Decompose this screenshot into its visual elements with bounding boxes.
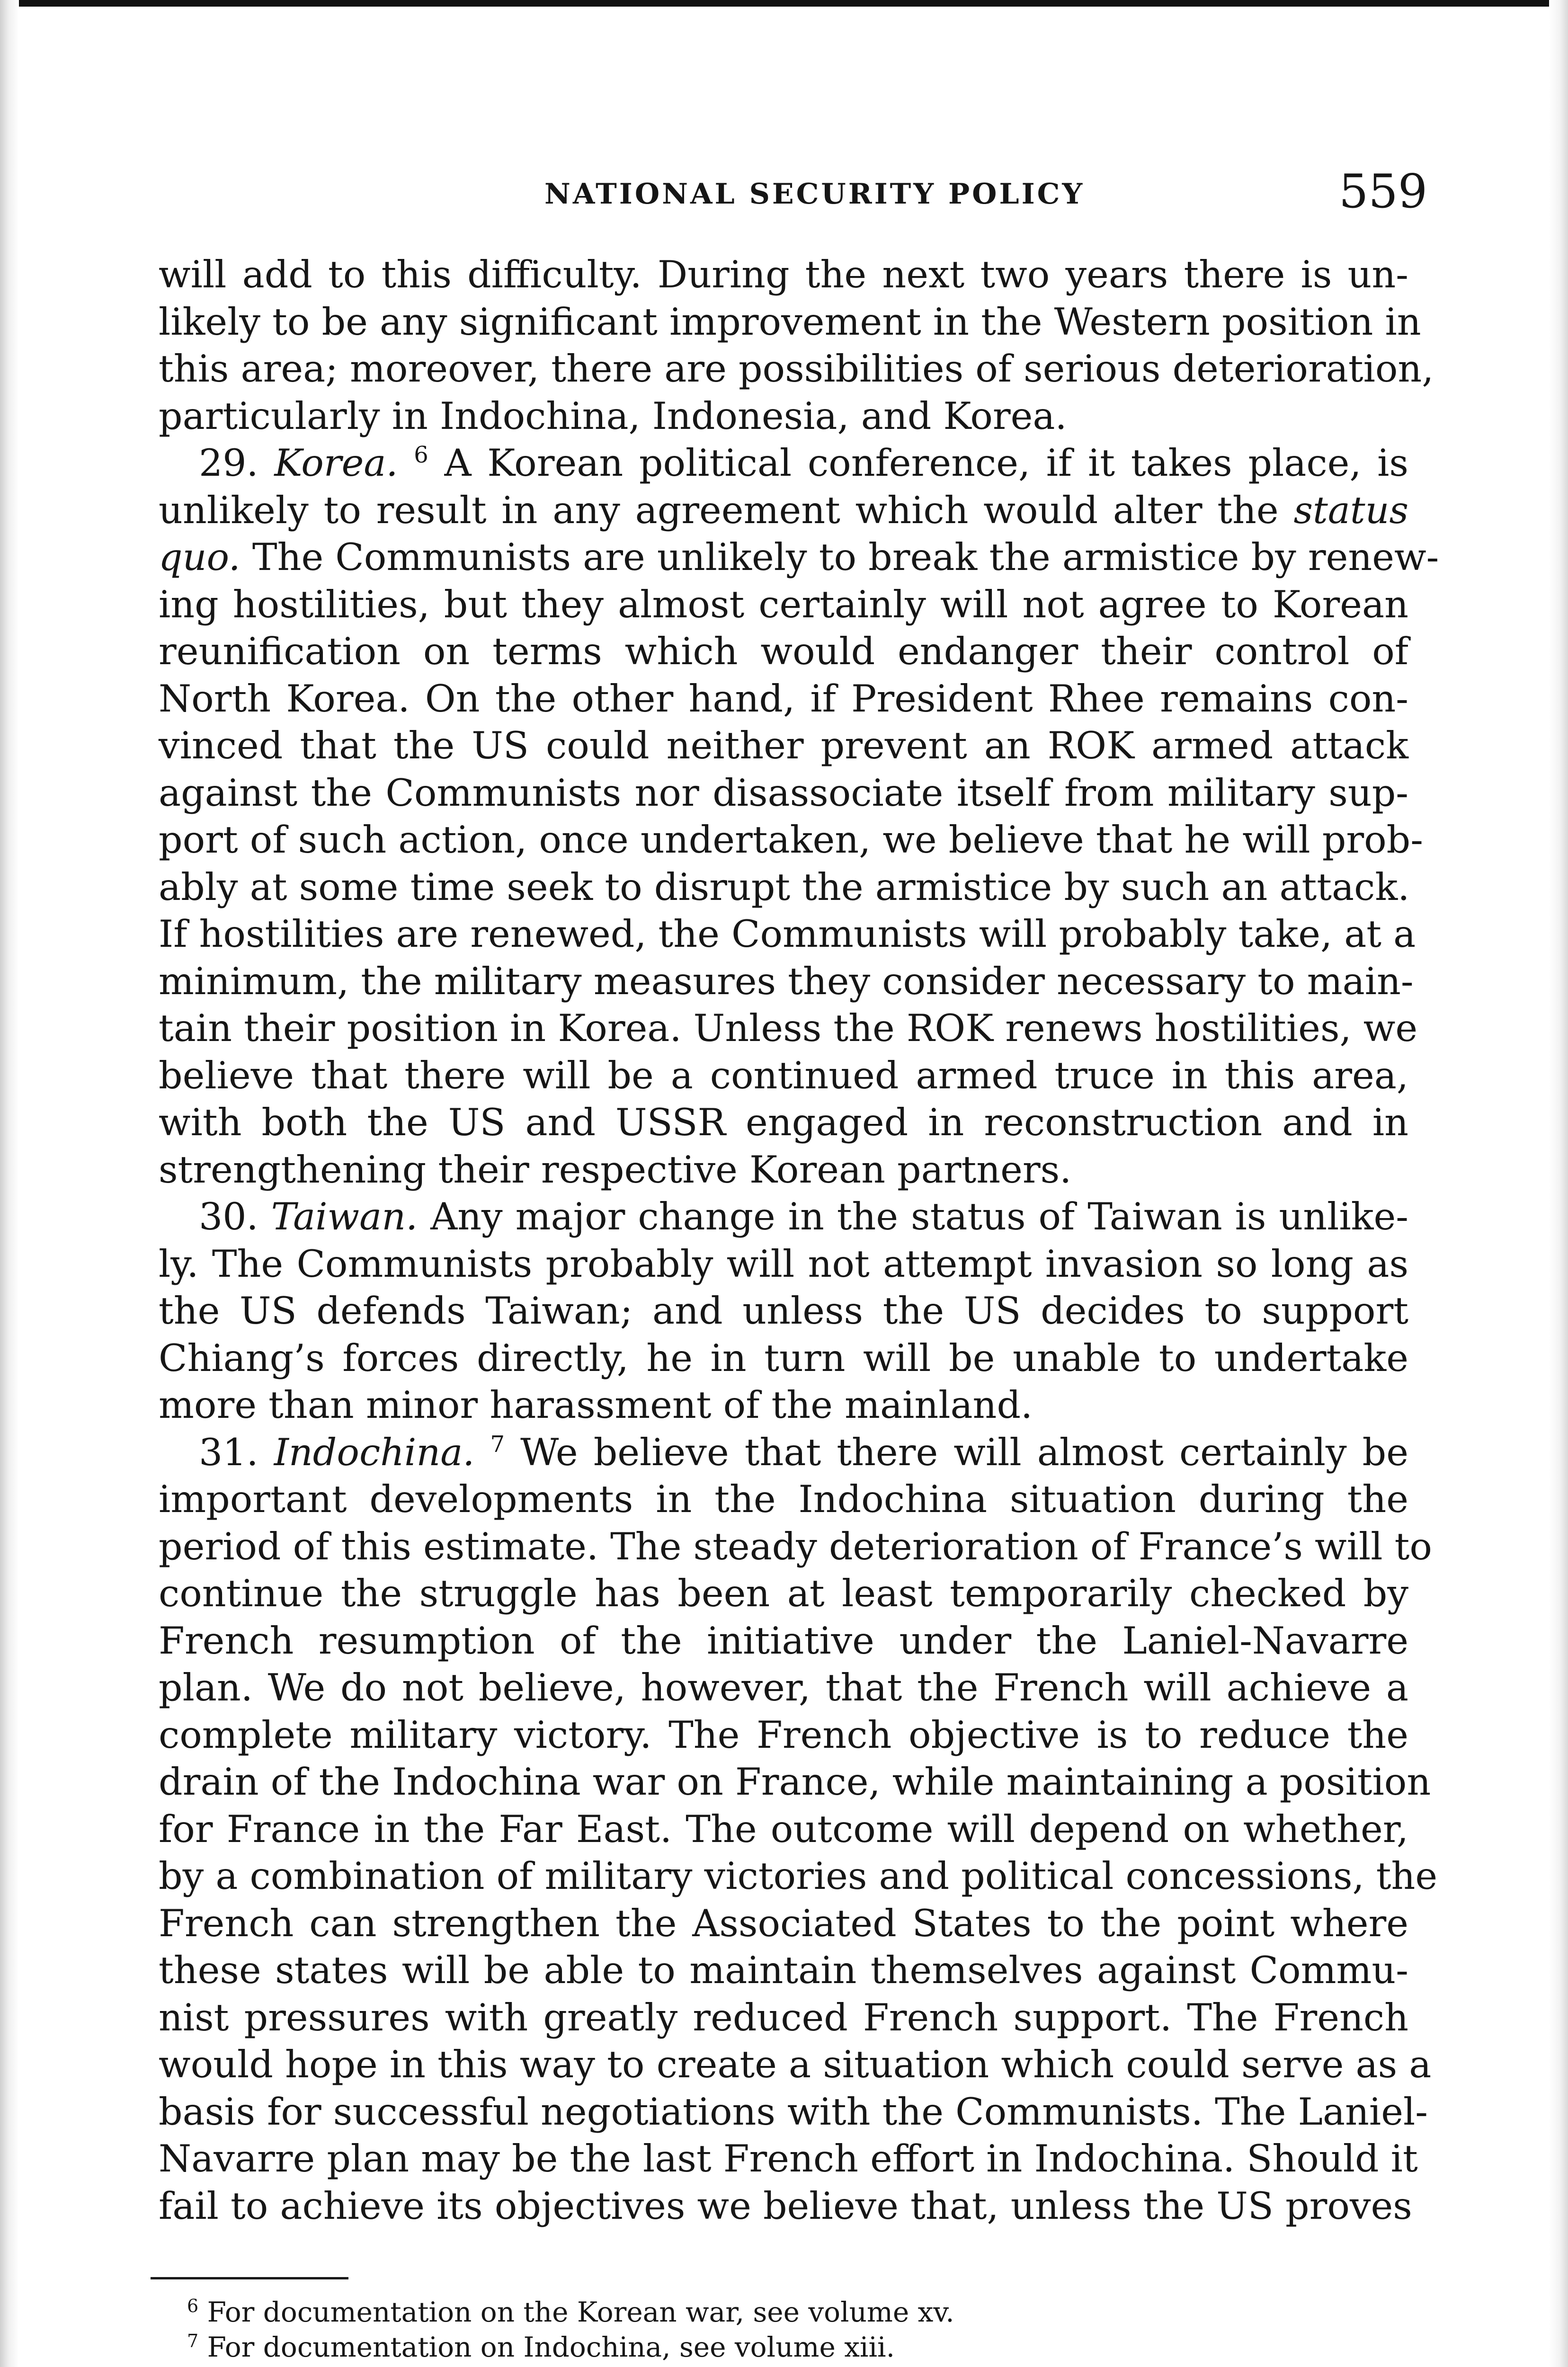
text-line: Chiang’s forces directly, he in turn will be unable to undertake [159,1336,1408,1380]
running-head: NATIONAL SECURITY POLICY [544,178,1085,211]
paragraph-30-start [159,1193,1408,1241]
scan-right-edge [1549,0,1568,2367]
text-line: period of this estimate. The steady deterioration of France’s will to [159,1524,1432,1568]
text-line: A Korean political conference, if it takes place, is [444,441,1408,485]
paragraph-number: 29. [199,441,258,485]
footnote-rule [151,2277,348,2279]
text-line: complete military victory. The French objective is to reduce the [159,1713,1408,1757]
text-line: Any major change in the status of Taiwan is unlike- [430,1195,1408,1238]
text-line: We believe that there will almost certainly be [520,1430,1408,1474]
text-line: Navarre plan may be the last French effort in Indochina. Should it [159,2137,1418,2180]
paragraph-number: 30. [199,1195,258,1238]
top-border [0,0,1568,7]
section-title-taiwan: Taiwan. [271,1195,418,1238]
text-line: continue the struggle has been at least temporarily checked by [159,1572,1408,1615]
text-line: believe that there will be a continued armed truce in this area, [159,1053,1408,1097]
text-line: more than minor harassment of the mainland. [159,1383,1033,1427]
text-line-with-italic [159,487,1408,534]
text-line: drain of the Indochina war on France, while maintaining a position [159,1760,1431,1804]
text-line: particularly in Indochina, Indonesia, and Korea. [159,394,1067,438]
footnote-ref-6: 6 [414,442,428,468]
body-text [159,251,1439,2230]
footnote-text: For documentation on Indochina, see volume xiii. [207,2331,895,2363]
text-line: will add to this difficulty. During the next two years there is un- [159,253,1408,296]
paragraph-29-start [159,440,1408,487]
text-line: against the Communists nor disassociate itself from military sup- [159,771,1408,815]
text-line: by a combination of military victories and political concessions, the [159,1854,1438,1898]
text-line: unlikely to result in any agreement which would alter the [159,488,1279,532]
section-title-indochina: Indochina. [274,1430,475,1474]
text-line: with both the US and USSR engaged in reconstruction and in [159,1101,1408,1144]
text-line: this area; moreover, there are possibilities of serious deterioration, [159,347,1434,391]
footnote-marker: 7 [187,2331,199,2351]
text-line: for France in the Far East. The outcome will depend on whether, [159,1807,1408,1851]
footnote-ref-7: 7 [490,1431,505,1458]
footnote-7 [187,2330,954,2365]
paragraph-number: 31. [199,1430,258,1474]
footnote-6 [187,2295,954,2330]
text-line: vinced that the US could neither prevent an ROK armed attack [159,724,1408,767]
text-line-with-italic [159,534,1439,581]
page-number: 559 [1339,165,1428,219]
text-line: tain their position in Korea. Unless the ROK renews hostilities, we [159,1006,1418,1050]
footnote-marker: 6 [187,2296,199,2316]
italic-phrase: status [1293,488,1408,532]
text-line: likely to be any significant improvement in the Western position in [159,300,1421,344]
text-line: French can strengthen the Associated States to the point where [159,1901,1408,1945]
text-line: North Korea. On the other hand, if President Rhee remains con- [159,676,1408,721]
text-line: plan. We do not believe, however, that the French will achieve a [159,1666,1408,1709]
text-line: minimum, the military measures they consider necessary to main- [159,959,1414,1003]
text-line: nist pressures with greatly reduced French support. The French [159,1995,1408,2039]
paragraph-31-start [159,1429,1408,1477]
text-line: ably at some time seek to disrupt the armistice by such an attack. [159,865,1410,909]
scan-left-edge [0,0,19,2367]
text-line: would hope in this way to create a situation which could serve as a [159,2043,1432,2086]
footnote-text: For documentation on the Korean war, see volume xv. [207,2296,954,2328]
text-line: strengthening their respective Korean partners. [159,1148,1072,1192]
text-line: the US defends Taiwan; and unless the US decides to support [159,1289,1408,1333]
footnotes [187,2295,954,2365]
text-line: fail to achieve its objectives we believe that, unless the US proves [159,2184,1412,2228]
text-line: French resumption of the initiative under the Laniel-Navarre [159,1619,1408,1663]
text-line: ing hostilities, but they almost certainly will not agree to Korean [159,582,1408,626]
text-line: If hostilities are renewed, the Communists will probably take, at a [159,912,1416,956]
section-title-korea: Korea. [274,441,398,485]
text-line: these states will be able to maintain themselves against Commu- [159,1949,1408,1992]
text-line: important developments in the Indochina situation during the [159,1477,1408,1521]
italic-phrase: quo. [159,535,241,579]
text-line: basis for successful negotiations with the Communists. The Laniel- [159,2090,1428,2134]
text-line: The Communists are unlikely to break the armistice by renew- [252,535,1439,579]
text-line: reunification on terms which would endanger their control of [159,630,1408,673]
text-line: ly. The Communists probably will not attempt invasion so long as [159,1242,1408,1286]
text-line: port of such action, once undertaken, we believe that he will prob- [159,818,1423,862]
